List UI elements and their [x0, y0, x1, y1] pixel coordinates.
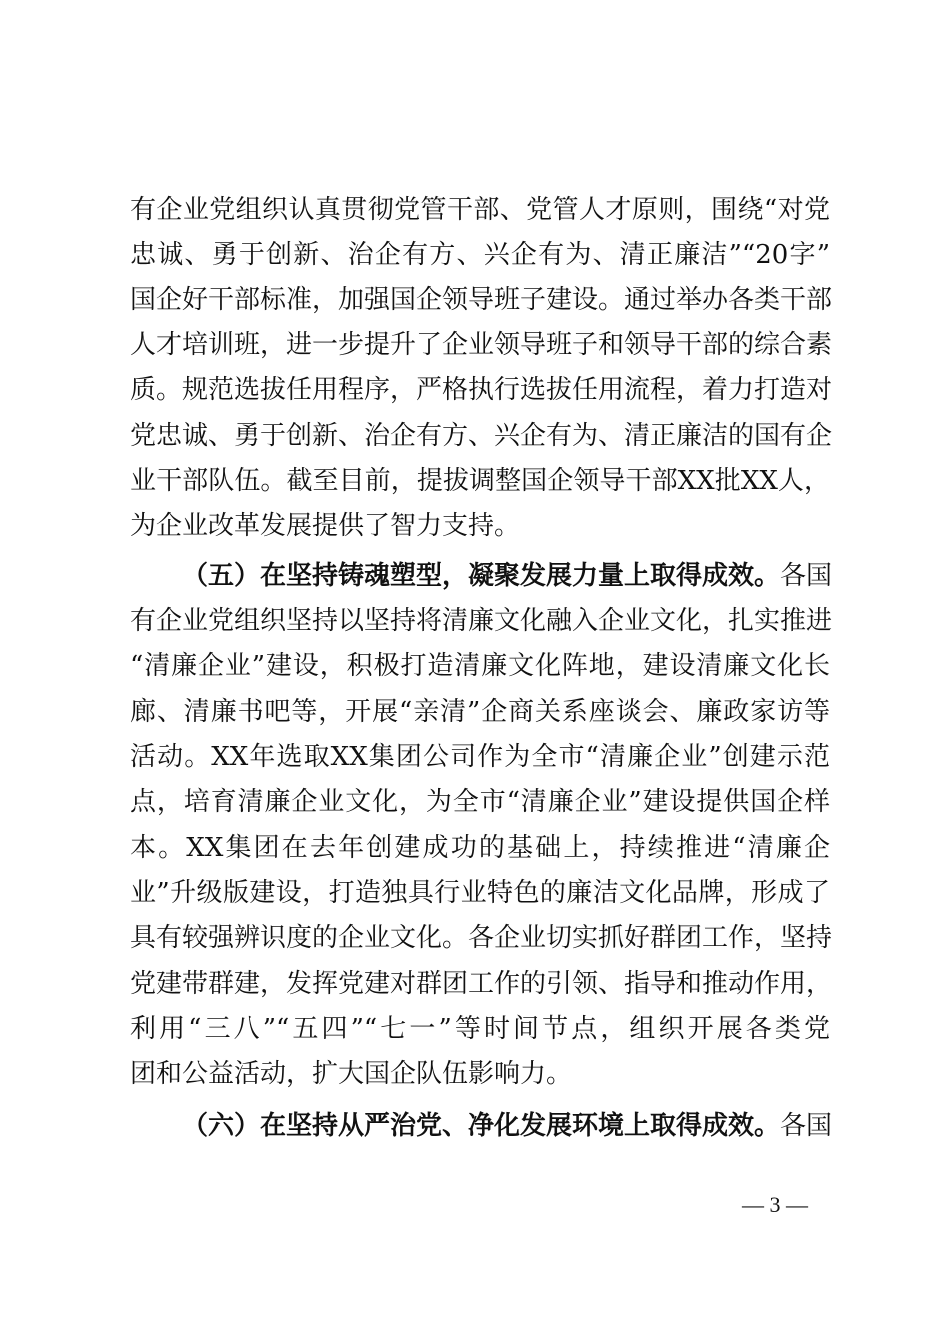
body-text-line: 国企好干部标准，加强国企领导班子建设。通过举办各类干部 — [130, 285, 833, 315]
body-text-line: 人才培训班，进一步提升了企业领导班子和领导干部的综合素 — [130, 330, 833, 360]
body-text-span: 各国 — [780, 1111, 833, 1141]
section-heading-6: （六）在坚持从严治党、净化发展环境上取得成效。 — [182, 1111, 781, 1141]
body-text-line: 点，培育清廉企业文化，为全市“清廉企业”建设提供国企样 — [130, 787, 830, 817]
section-heading-line — [182, 1104, 833, 1148]
body-text-line: 党忠诚、勇于创新、治企有方、兴企有为、清正廉洁的国有企 — [130, 421, 833, 451]
section-heading-line — [182, 554, 833, 598]
body-text-line: 有企业党组织认真贯彻党管干部、党管人才原则，围绕“对党 — [130, 195, 830, 225]
body-text-line: 党建带群建，发挥党建对群团工作的引领、指导和推动作用， — [130, 969, 833, 999]
body-text-line: 利用“三八”“五四”“七一”等时间节点，组织开展各类党 — [130, 1014, 830, 1044]
body-text-line: 团和公益活动，扩大国企队伍影响力。 — [130, 1059, 573, 1089]
body-text-line: 有企业党组织坚持以坚持将清廉文化融入企业文化，扎实推进 — [130, 606, 833, 636]
body-text-span: 各国 — [780, 561, 833, 591]
body-text-line: 具有较强辨识度的企业文化。各企业切实抓好群团工作，坚持 — [130, 923, 833, 953]
body-text-line: 为企业改革发展提供了智力支持。 — [130, 511, 521, 541]
body-text-line: 廊、清廉书吧等，开展“亲清”企商关系座谈会、廉政家访等 — [130, 697, 830, 727]
body-text-line: “清廉企业”建设，积极打造清廉文化阵地，建设清廉文化长 — [130, 651, 830, 681]
body-text-line: 本。XX集团在去年创建成功的基础上，持续推进“清廉企 — [130, 833, 830, 863]
page-number: — 3 — — [742, 1192, 808, 1217]
body-text-line: 活动。XX年选取XX集团公司作为全市“清廉企业”创建示范 — [130, 742, 830, 772]
section-heading-5: （五）在坚持铸魂塑型，凝聚发展力量上取得成效。 — [182, 561, 781, 591]
body-text-line: 业干部队伍。截至目前，提拔调整国企领导干部XX批XX人， — [130, 466, 830, 496]
body-text-line: 业”升级版建设，打造独具行业特色的廉洁文化品牌，形成了 — [130, 878, 830, 908]
body-text-line: 质。规范选拔任用程序，严格执行选拔任用流程，着力打造对 — [130, 375, 833, 405]
body-text-line: 忠诚、勇于创新、治企有方、兴企有为、清正廉洁”“20字” — [130, 240, 830, 270]
